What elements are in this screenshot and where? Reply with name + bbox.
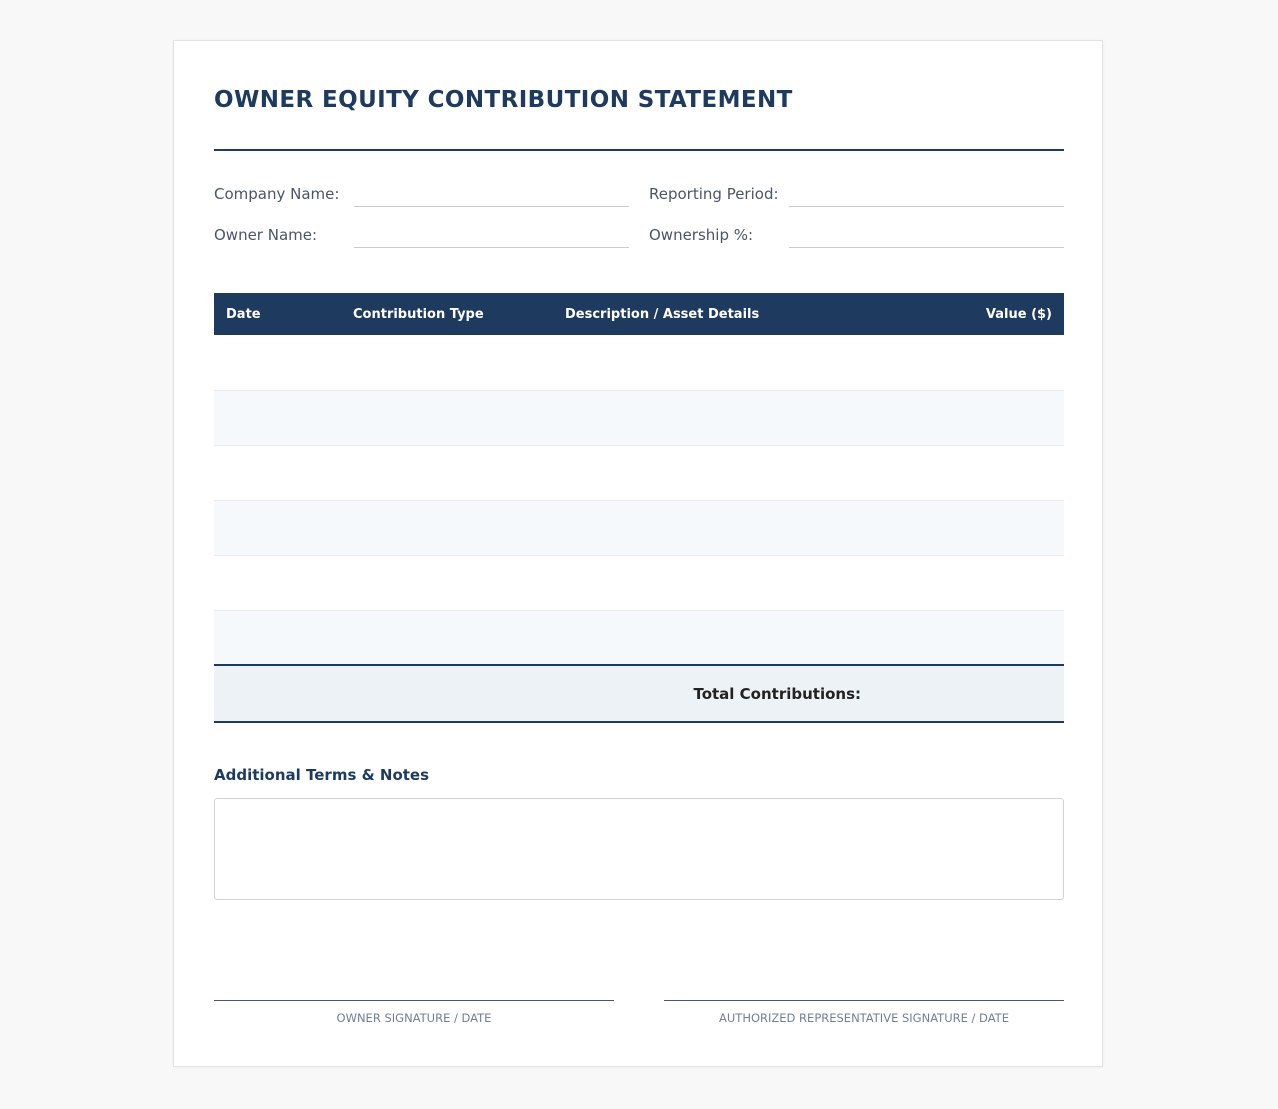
table-cell-date[interactable] xyxy=(214,500,341,555)
reporting-period-label: Reporting Period: xyxy=(649,185,779,203)
table-cell-date[interactable] xyxy=(214,610,341,665)
owner-signature-block xyxy=(214,1000,614,1025)
table-cell-description[interactable] xyxy=(553,555,873,610)
owner-name-field[interactable] xyxy=(354,247,629,248)
page-title: OWNER EQUITY CONTRIBUTION STATEMENT xyxy=(214,87,793,113)
table-cell-type[interactable] xyxy=(341,555,553,610)
table-cell-description[interactable] xyxy=(553,390,873,445)
table-row xyxy=(214,500,1064,555)
table-row xyxy=(214,555,1064,610)
owner-name-label: Owner Name: xyxy=(214,226,318,244)
total-contributions-value[interactable] xyxy=(873,665,1064,722)
statement-page xyxy=(173,40,1103,1067)
table-cell-type[interactable] xyxy=(341,390,553,445)
table-cell-type[interactable] xyxy=(341,610,553,665)
table-cell-date[interactable] xyxy=(214,555,341,610)
table-cell-date[interactable] xyxy=(214,390,341,445)
table-cell-date[interactable] xyxy=(214,335,341,390)
table-cell-type[interactable] xyxy=(341,335,553,390)
owner-signature-label: OWNER SIGNATURE / DATE xyxy=(336,1011,492,1025)
table-cell-value[interactable] xyxy=(873,445,1064,500)
table-cell-description[interactable] xyxy=(553,500,873,555)
table-cell-description[interactable] xyxy=(553,610,873,665)
table-row xyxy=(214,445,1064,500)
table-cell-value[interactable] xyxy=(873,610,1064,665)
reporting-period-field[interactable] xyxy=(789,206,1064,207)
ownership-pct-field[interactable] xyxy=(789,247,1064,248)
table-cell-type[interactable] xyxy=(341,500,553,555)
total-contributions-label: Total Contributions: xyxy=(214,665,873,722)
table-row xyxy=(214,610,1064,665)
title-divider xyxy=(214,149,1064,151)
column-header-description: Description / Asset Details xyxy=(553,293,873,335)
notes-textarea[interactable] xyxy=(214,798,1064,900)
table-cell-type[interactable] xyxy=(341,445,553,500)
column-header-value: Value ($) xyxy=(873,293,1064,335)
table-cell-value[interactable] xyxy=(873,555,1064,610)
representative-signature-label: AUTHORIZED REPRESENTATIVE SIGNATURE / DATE xyxy=(719,1011,1009,1025)
table-row xyxy=(214,335,1064,390)
table-cell-date[interactable] xyxy=(214,445,341,500)
ownership-pct-label: Ownership %: xyxy=(649,226,754,244)
table-cell-value[interactable] xyxy=(873,500,1064,555)
column-header-contribution-type: Contribution Type xyxy=(341,293,553,335)
contributions-table xyxy=(214,293,1064,723)
table-header-row xyxy=(214,293,1064,335)
column-header-date: Date xyxy=(214,293,341,335)
owner-signature-line[interactable] xyxy=(214,1000,614,1001)
representative-signature-line[interactable] xyxy=(664,1000,1064,1001)
representative-signature-block xyxy=(664,1000,1064,1025)
table-cell-description[interactable] xyxy=(553,445,873,500)
company-name-label: Company Name: xyxy=(214,185,340,203)
table-cell-description[interactable] xyxy=(553,335,873,390)
table-cell-value[interactable] xyxy=(873,335,1064,390)
table-cell-value[interactable] xyxy=(873,390,1064,445)
company-name-field[interactable] xyxy=(354,206,629,207)
table-row xyxy=(214,390,1064,445)
notes-heading: Additional Terms & Notes xyxy=(214,766,430,784)
total-row xyxy=(214,665,1064,722)
